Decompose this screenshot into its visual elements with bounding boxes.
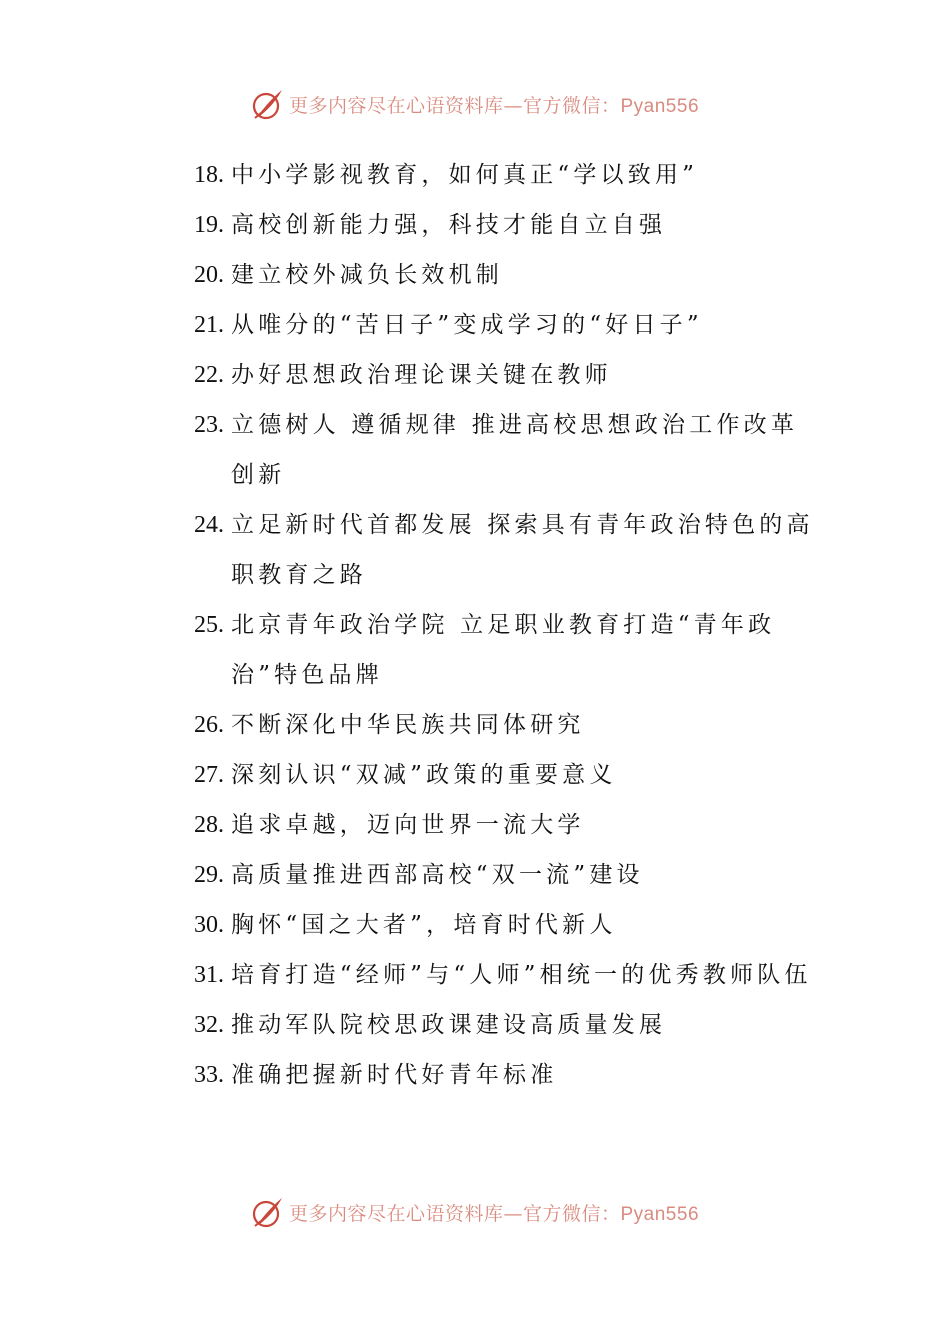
list-item (194, 600, 814, 700)
item-text: 办好思想政治理论课关键在教师 (231, 362, 612, 388)
item-text: 深刻认识“双减”政策的重要意义 (231, 762, 617, 788)
list-item (194, 350, 814, 400)
item-text: 不断深化中华民族共同体研究 (231, 712, 585, 738)
list-item (194, 850, 814, 900)
item-number: 32. (194, 1012, 224, 1038)
item-text: 追求卓越，迈向世界一流大学 (231, 812, 585, 838)
item-number: 22. (194, 362, 224, 388)
item-number: 21. (194, 312, 224, 338)
list-item (194, 300, 814, 350)
list-item (194, 150, 814, 200)
item-text: 从唯分的“苦日子”变成学习的“好日子” (231, 312, 703, 338)
item-number: 28. (194, 812, 224, 838)
item-number: 30. (194, 912, 224, 938)
item-text: 中小学影视教育，如何真正“学以致用” (231, 162, 699, 188)
item-number: 25. (194, 612, 224, 638)
list-item (194, 950, 814, 1000)
footer-banner (0, 1192, 950, 1232)
item-number: 20. (194, 262, 224, 288)
item-text: 立足新时代首都发展 探索具有青年政治特色的高职教育之路 (231, 512, 814, 588)
item-number: 19. (194, 212, 224, 238)
item-number: 31. (194, 962, 224, 988)
list-item (194, 500, 814, 600)
quill-logo-icon (251, 1195, 285, 1229)
item-number: 33. (194, 1062, 224, 1088)
item-text: 准确把握新时代好青年标准 (231, 1062, 558, 1088)
list-item (194, 700, 814, 750)
list-item (194, 800, 814, 850)
list-item (194, 200, 814, 250)
header-banner (0, 84, 950, 124)
banner-text: 更多内容尽在心语资料库—官方微信：Pyan556 (288, 1202, 700, 1225)
list-item (194, 900, 814, 950)
list-item (194, 1000, 814, 1050)
list-item (194, 1050, 814, 1100)
item-number: 29. (194, 862, 224, 888)
quill-logo-icon (251, 87, 285, 121)
list-item (194, 250, 814, 300)
item-text: 北京青年政治学院 立足职业教育打造“青年政治”特色品牌 (231, 612, 776, 688)
item-number: 24. (194, 512, 224, 538)
list-item (194, 400, 814, 500)
item-text: 胸怀“国之大者”，培育时代新人 (231, 912, 617, 938)
list-item (194, 750, 814, 800)
item-text: 高质量推进西部高校“双一流”建设 (231, 862, 644, 888)
item-number: 26. (194, 712, 224, 738)
item-number: 18. (194, 162, 224, 188)
banner-text: 更多内容尽在心语资料库—官方微信：Pyan556 (288, 94, 700, 117)
item-text: 高校创新能力强，科技才能自立自强 (231, 212, 667, 238)
item-text: 立德树人 遵循规律 推进高校思想政治工作改革创新 (231, 412, 799, 488)
item-text: 建立校外减负长效机制 (231, 262, 503, 288)
item-number: 23. (194, 412, 224, 438)
topic-list (194, 150, 814, 1100)
item-text: 推动军队院校思政课建设高质量发展 (231, 1012, 667, 1038)
item-text: 培育打造“经师”与“人师”相统一的优秀教师队伍 (231, 962, 812, 988)
item-number: 27. (194, 762, 224, 788)
